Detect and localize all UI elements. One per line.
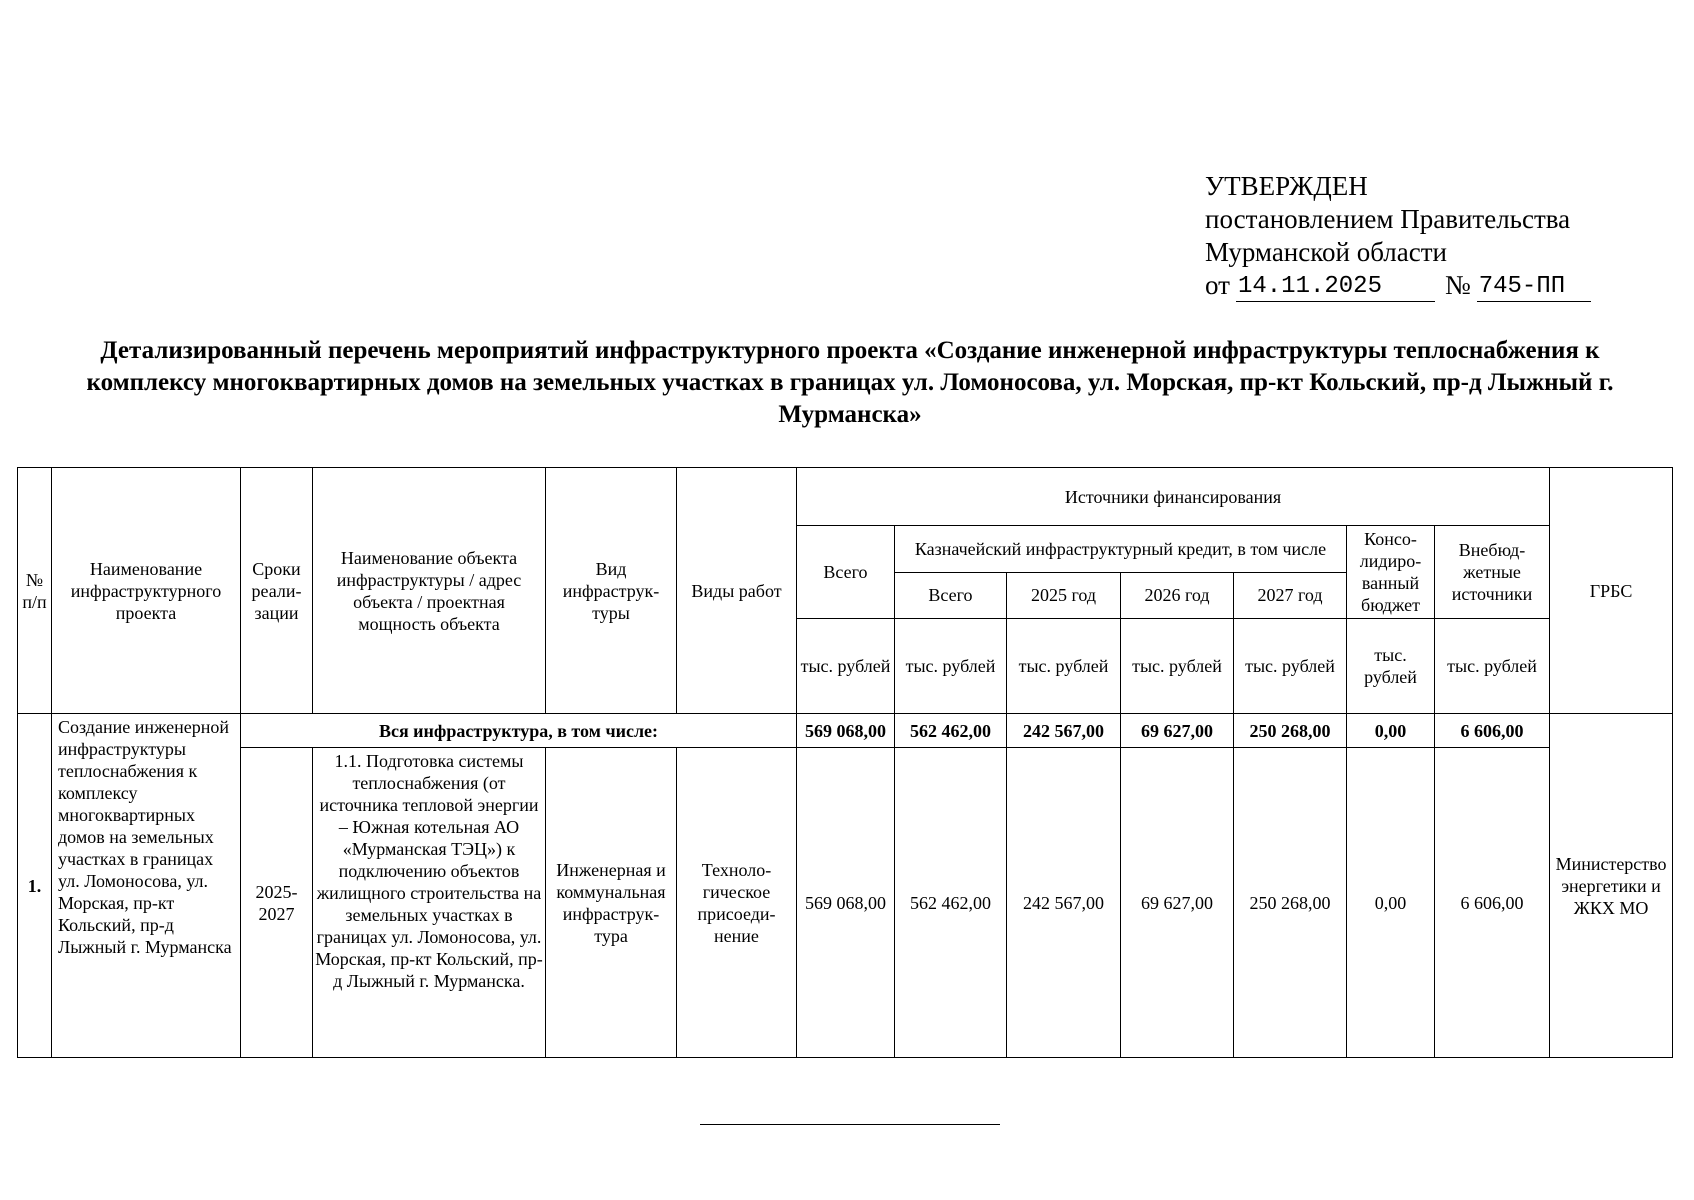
header-offbudget: Внебюд-жетные источники [1435,526,1550,619]
row-object-name: 1.1. Подготовка системы теплоснабжения (от источника тепловой энергии – Южная котельная АО «Мурманская ТЭЦ») к подключению объектов жилищного строительства на земельных участках в границах ул. Ломоносова, ул. Морская, пр-кт Кольский, пр-д Лыжный г. Мурманска. [313,748,546,1058]
header-row-1 [18,468,1673,526]
unit-offbudget: тыс. рублей [1435,619,1550,714]
row-grbs: Министерство энергетики и ЖКХ МО [1550,714,1673,1058]
total-2026: 69 627,00 [1121,714,1234,748]
total-2027: 250 268,00 [1234,714,1347,748]
header-grbs: ГРБС [1550,468,1673,714]
header-object-name: Наименование объекта инфраструктуры / адрес объекта / проектная мощность объекта [313,468,546,714]
approval-stamp [1205,170,1625,302]
header-infra-type: Вид инфраструк-туры [546,468,677,714]
total-credit: 562 462,00 [895,714,1007,748]
row-2025: 242 567,00 [1007,748,1121,1058]
approval-status: УТВЕРЖДЕН [1205,171,1368,201]
unit-consolidated: тыс. рублей [1347,619,1435,714]
unit-2027: тыс. рублей [1234,619,1347,714]
row-terms: 2025-2027 [241,748,313,1058]
header-2026: 2026 год [1121,572,1234,619]
row-2026: 69 627,00 [1121,748,1234,1058]
row-offbudget: 6 606,00 [1435,748,1550,1058]
total-consolidated: 0,00 [1347,714,1435,748]
row-2027: 250 268,00 [1234,748,1347,1058]
approval-number: 745-ПП [1477,273,1591,302]
unit-2025: тыс. рублей [1007,619,1121,714]
footer-divider [700,1124,1000,1125]
row-consolidated: 0,00 [1347,748,1435,1058]
header-work-types: Виды работ [677,468,797,714]
header-2027: 2027 год [1234,572,1347,619]
total-offbudget: 6 606,00 [1435,714,1550,748]
approval-date-line [1205,269,1625,302]
row-infra-type: Инженерная и коммунальная инфраструк-тура [546,748,677,1058]
table-row [18,748,1673,1058]
row-num: 1. [18,714,52,1058]
row-project-name: Создание инженерной инфраструктуры теплоснабжения к комплексу многоквартирных домов на земельных участках в границах ул. Ломоносова, ул. Морская, пр-кт Кольский, пр-д Лыжный г. Мурманска [52,714,241,1058]
header-credit-total: Всего [895,572,1007,619]
total-label: Вся инфраструктура, в том числе: [241,714,797,748]
approval-number-sign: № [1444,270,1471,300]
unit-credit-total: тыс. рублей [895,619,1007,714]
total-row [18,714,1673,748]
header-2025: 2025 год [1007,572,1121,619]
header-num: № п/п [18,468,52,714]
document-title: Детализированный перечень мероприятий инфраструктурного проекта «Создание инженерной инфраструктуры теплоснабжения к комплексу многоквартирных домов на земельных участках в границах ул. Ломоносова, ул. Морская, пр-кт Кольский, пр-д Лыжный г. Мурманска» [86,337,1614,428]
total-sum: 569 068,00 [797,714,895,748]
approval-line-1: постановлением Правительства [1205,204,1571,234]
row-total: 569 068,00 [797,748,895,1058]
approval-date-prefix: от [1205,270,1230,300]
total-2025: 242 567,00 [1007,714,1121,748]
header-terms: Сроки реали-зации [241,468,313,714]
approval-line-2: Мурманской области [1205,237,1447,267]
events-table [17,467,1673,1058]
header-funding-sources: Источники финансирования [797,468,1550,526]
row-credit-total: 562 462,00 [895,748,1007,1058]
header-treasury-credit: Казначейский инфраструктурный кредит, в том числе [895,526,1347,573]
header-consolidated: Консо-лидиро-ванный бюджет [1347,526,1435,619]
unit-total: тыс. рублей [797,619,895,714]
row-work-types: Техноло-гическое присоеди-нение [677,748,797,1058]
unit-2026: тыс. рублей [1121,619,1234,714]
approval-date: 14.11.2025 [1236,273,1435,302]
header-project-name: Наименование инфраструктурного проекта [52,468,241,714]
header-total: Всего [797,526,895,619]
